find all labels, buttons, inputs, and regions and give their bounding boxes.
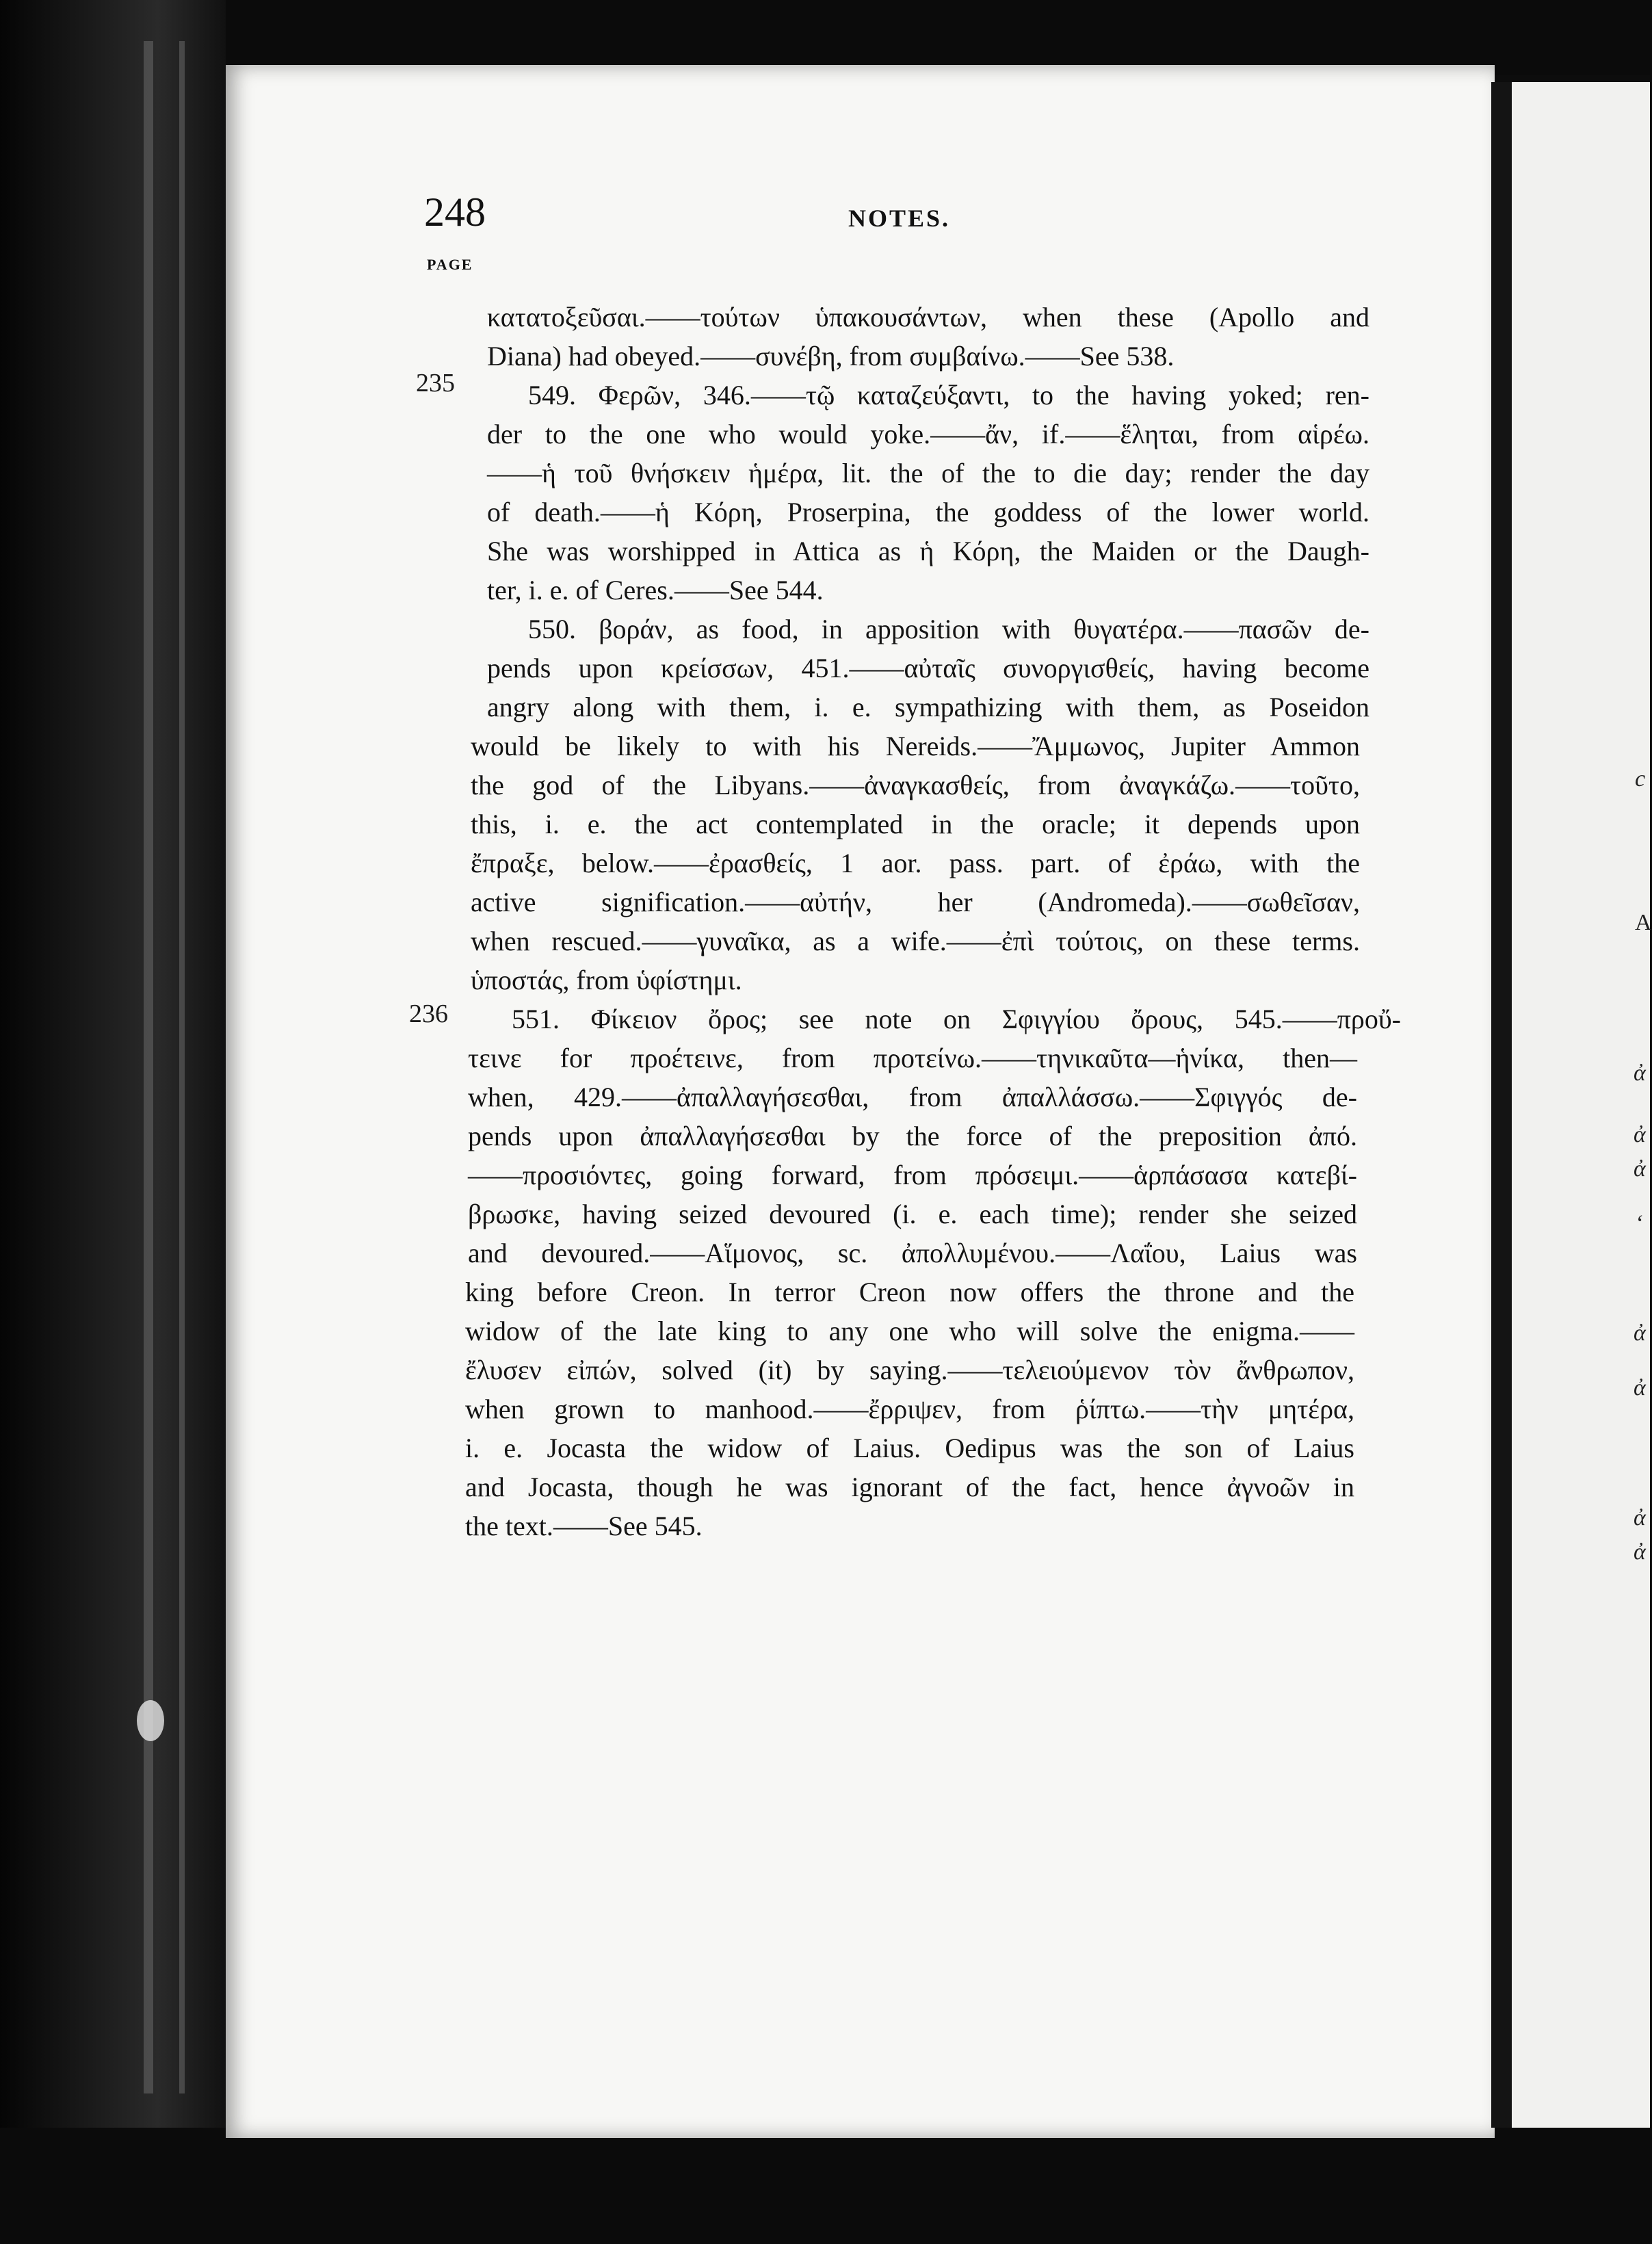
text-line: 550. βοράν, as food, in apposition with θυγατέρα.——πασῶν de- bbox=[528, 614, 1369, 644]
text-line: ἔπραξε, below.——ἐρασθείς, 1 aor. pass. part. of ἐράω, with the bbox=[471, 848, 1360, 878]
margin-page-label: PAGE bbox=[427, 256, 473, 273]
text-line: when grown to manhood.——ἔρριψεν, from ῥίπτω.——τὴν μητέρα, bbox=[465, 1394, 1354, 1424]
facing-page-fragment: A bbox=[1635, 910, 1652, 935]
facing-page-fragment: ἀ bbox=[1634, 1122, 1646, 1147]
text-line: 549. Φερῶν, 346.——τῷ καταζεύξαντι, to the having yoked; ren- bbox=[528, 380, 1369, 410]
facing-page-fragment: ἀ bbox=[1634, 1375, 1646, 1400]
scan-border-left bbox=[0, 0, 226, 2244]
text-line: ——ἡ τοῦ θνήσκειν ἡμέρα, lit. the of the to die day; render the day bbox=[487, 458, 1369, 488]
text-line: and Jocasta, though he was ignorant of the fact, hence ἀγνοῶν in bbox=[465, 1472, 1354, 1502]
running-head: NOTES. bbox=[848, 205, 951, 232]
text-line: when, 429.——ἀπαλλαγήσεσθαι, from ἀπαλλάσσω.——Σφιγγός de- bbox=[468, 1082, 1357, 1112]
text-line: widow of the late king to any one who will solve the enigma.—— bbox=[465, 1316, 1354, 1346]
text-line: and devoured.——Αἵμονος, sc. ἀπολλυμένου.——Λαΐου, Laius was bbox=[468, 1238, 1357, 1268]
binding-stripe bbox=[179, 41, 185, 2093]
scan-border-bottom bbox=[0, 2128, 1650, 2244]
text-line: active signification.——αὐτήν, her (Andromeda).——σωθεῖσαν, bbox=[471, 887, 1360, 917]
text-line: i. e. Jocasta the widow of Laius. Oedipus was the son of Laius bbox=[465, 1433, 1354, 1463]
text-line: Diana) had obeyed.——συνέβη, from συμβαίνω.——See 538. bbox=[487, 341, 1175, 371]
facing-page-fragment: ἀ bbox=[1634, 1060, 1646, 1086]
text-line: She was worshipped in Attica as ἡ Κόρη, the Maiden or the Daugh- bbox=[487, 536, 1369, 566]
page-number: 248 bbox=[424, 190, 486, 235]
text-line: the text.——See 545. bbox=[465, 1511, 703, 1541]
facing-page-fragment: ἀ bbox=[1634, 1156, 1646, 1182]
text-line: king before Creon. In terror Creon now offers the throne and the bbox=[465, 1277, 1354, 1307]
text-line: ἔλυσεν εἰπών, solved (it) by saying.——τελειούμενον τὸν ἄνθρωπον, bbox=[465, 1355, 1354, 1385]
text-line: angry along with them, i. e. sympathizing with them, as Poseidon bbox=[487, 692, 1369, 722]
text-line: would be likely to with his Nereids.——Ἄμμωνος, Jupiter Ammon bbox=[471, 731, 1360, 761]
text-line: ter, i. e. of Ceres.——See 544. bbox=[487, 575, 824, 605]
text-line: this, i. e. the act contemplated in the oracle; it depends upon bbox=[471, 809, 1360, 839]
text-line: when rescued.——γυναῖκα, as a wife.——ἐπὶ τούτοις, on these terms. bbox=[471, 926, 1360, 956]
facing-page-fragment: ἀ bbox=[1634, 1505, 1646, 1530]
text-line: 551. Φίκειον ὄρος; see note on Σφιγγίου ὄρους, 545.——προὔ- bbox=[512, 1004, 1401, 1034]
text-line: der to the one who would yoke.——ἄν, if.——ἕληται, from αἱρέω. bbox=[487, 419, 1369, 449]
text-line: βρωσκε, having seized devoured (i. e. each time); render she seized bbox=[468, 1199, 1357, 1229]
text-line: ὑποστάς, from ὑφίστημι. bbox=[471, 965, 742, 995]
margin-page-reference: 236 bbox=[409, 1000, 448, 1028]
text-line: pends upon κρείσσων, 451.——αὐταῖς συνοργισθείς, having become bbox=[487, 653, 1369, 683]
facing-page-fragment: ἀ bbox=[1634, 1320, 1646, 1346]
facing-page-fragment: c bbox=[1635, 766, 1646, 792]
text-line: of death.——ἡ Κόρη, Proserpina, the goddess of the lower world. bbox=[487, 497, 1369, 527]
text-line: the god of the Libyans.——ἀναγκασθείς, from ἀναγκάζω.——τοῦτο, bbox=[471, 770, 1360, 800]
text-line: τεινε for προέτεινε, from προτείνω.——τηνικαῦτα—ἡνίκα, then— bbox=[468, 1043, 1357, 1073]
page-blemish bbox=[137, 1700, 164, 1741]
page-gutter bbox=[1491, 82, 1512, 2128]
scan-border-top bbox=[0, 0, 1650, 75]
margin-page-reference: 235 bbox=[416, 369, 455, 397]
text-line: κατατοξεῦσαι.——τούτων ὑπακουσάντων, when these (Apollo and bbox=[487, 302, 1369, 332]
facing-page-fragment: ἀ bbox=[1634, 1539, 1646, 1565]
facing-page-fragment: ʻ bbox=[1635, 1211, 1643, 1236]
text-line: ——προσιόντες, going forward, from πρόσειμι.——ἁρπάσασα κατεβί- bbox=[468, 1160, 1357, 1190]
facing-page bbox=[1512, 82, 1650, 2128]
text-line: pends upon ἀπαλλαγήσεσθαι by the force of the preposition ἀπό. bbox=[468, 1121, 1357, 1151]
binding-stripe bbox=[144, 41, 153, 2093]
